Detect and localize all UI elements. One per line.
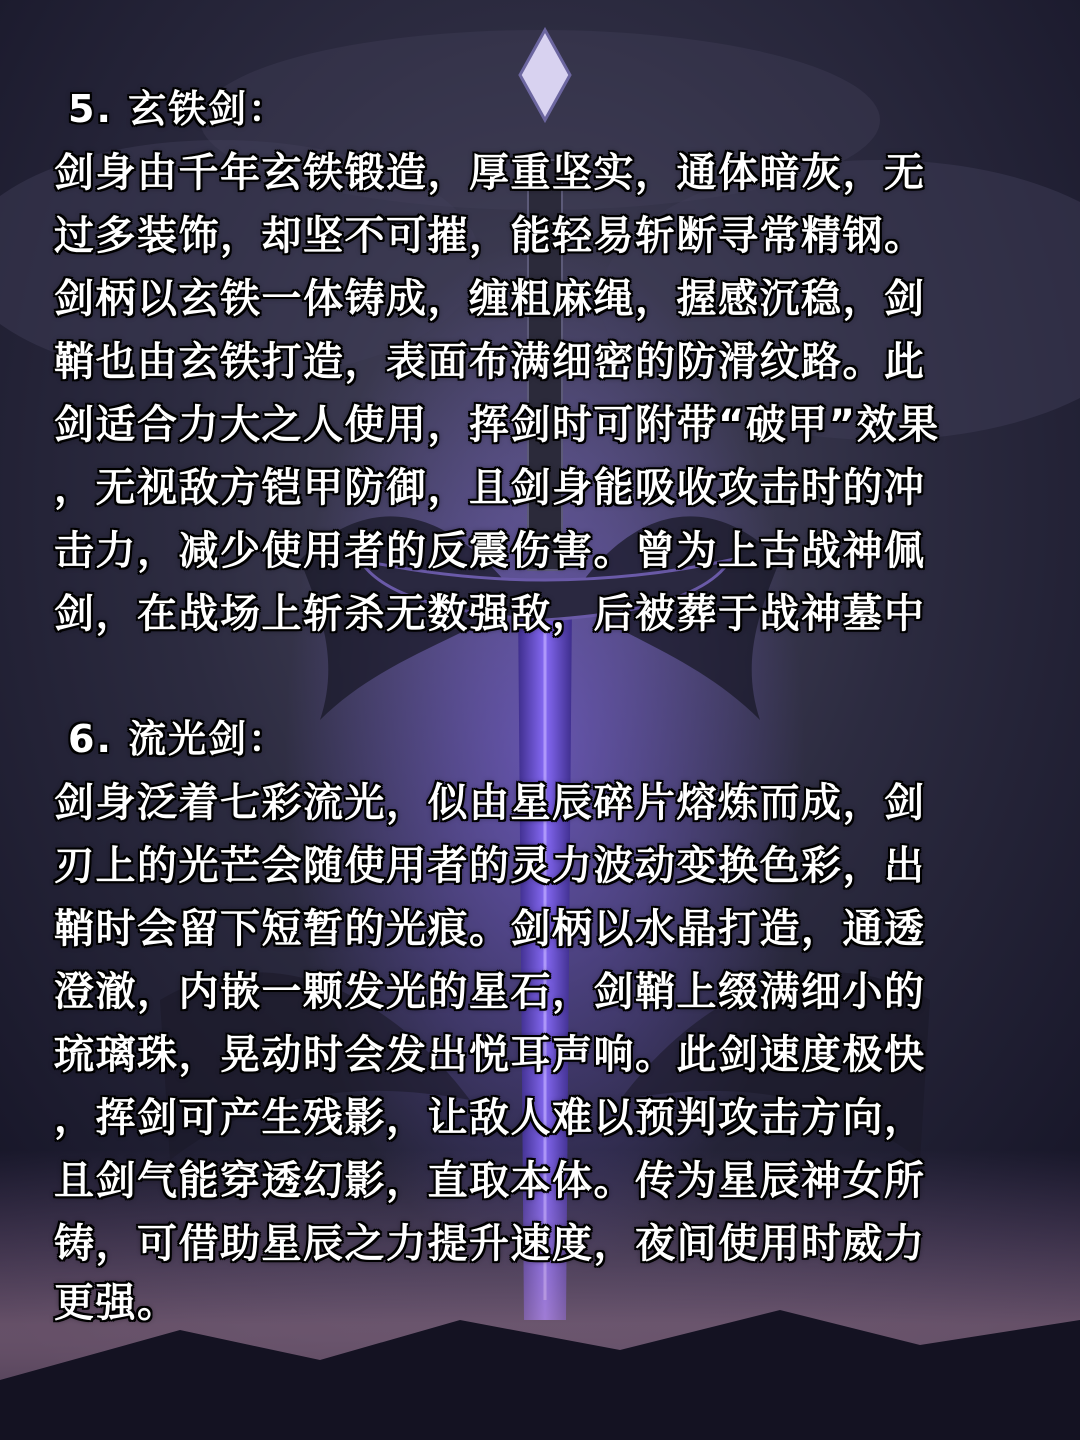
section-5-line: 剑柄以玄铁一体铸成，缠粗麻绳，握感沉稳，剑 [54, 276, 926, 322]
section-5-line: 剑，在战场上斩杀无数强敌，后被葬于战神墓中 [54, 591, 926, 637]
section-6-line: 更强。 [54, 1280, 179, 1326]
section-6-line: 琉璃珠，晃动时会发出悦耳声响。此剑速度极快 [54, 1032, 926, 1078]
section-5-line: 击力，减少使用者的反震伤害。曾为上古战神佩 [54, 528, 926, 574]
section-5-line: ，无视敌方铠甲防御，且剑身能吸收攻击时的冲 [54, 465, 926, 511]
section-6-line: 澄澈，内嵌一颗发光的星石，剑鞘上缀满细小的 [54, 969, 926, 1015]
section-5-line: 鞘也由玄铁打造，表面布满细密的防滑纹路。此 [54, 339, 926, 385]
section-6-line: 剑身泛着七彩流光，似由星辰碎片熔炼而成，剑 [54, 780, 926, 826]
section-6-line: ，挥剑可产生残影，让敌人难以预判攻击方向， [54, 1095, 926, 1141]
section-5-line: 剑适合力大之人使用，挥剑时可附带“破甲”效果 [54, 402, 940, 448]
section-6-heading: 6. 流光剑： [68, 717, 289, 761]
section-6-line: 刃上的光芒会随使用者的灵力波动变换色彩，出 [54, 843, 926, 889]
section-5-heading: 5. 玄铁剑： [68, 87, 289, 131]
section-5-line: 剑身由千年玄铁锻造，厚重坚实，通体暗灰，无 [54, 150, 926, 196]
section-5-line: 过多装饰，却坚不可摧，能轻易斩断寻常精钢。 [54, 213, 926, 259]
section-6-line: 且剑气能穿透幻影，直取本体。传为星辰神女所 [54, 1158, 926, 1204]
section-6-line: 鞘时会留下短暂的光痕。剑柄以水晶打造，通透 [54, 906, 926, 952]
section-6-line: 铸，可借助星辰之力提升速度，夜间使用时威力 [54, 1221, 926, 1267]
